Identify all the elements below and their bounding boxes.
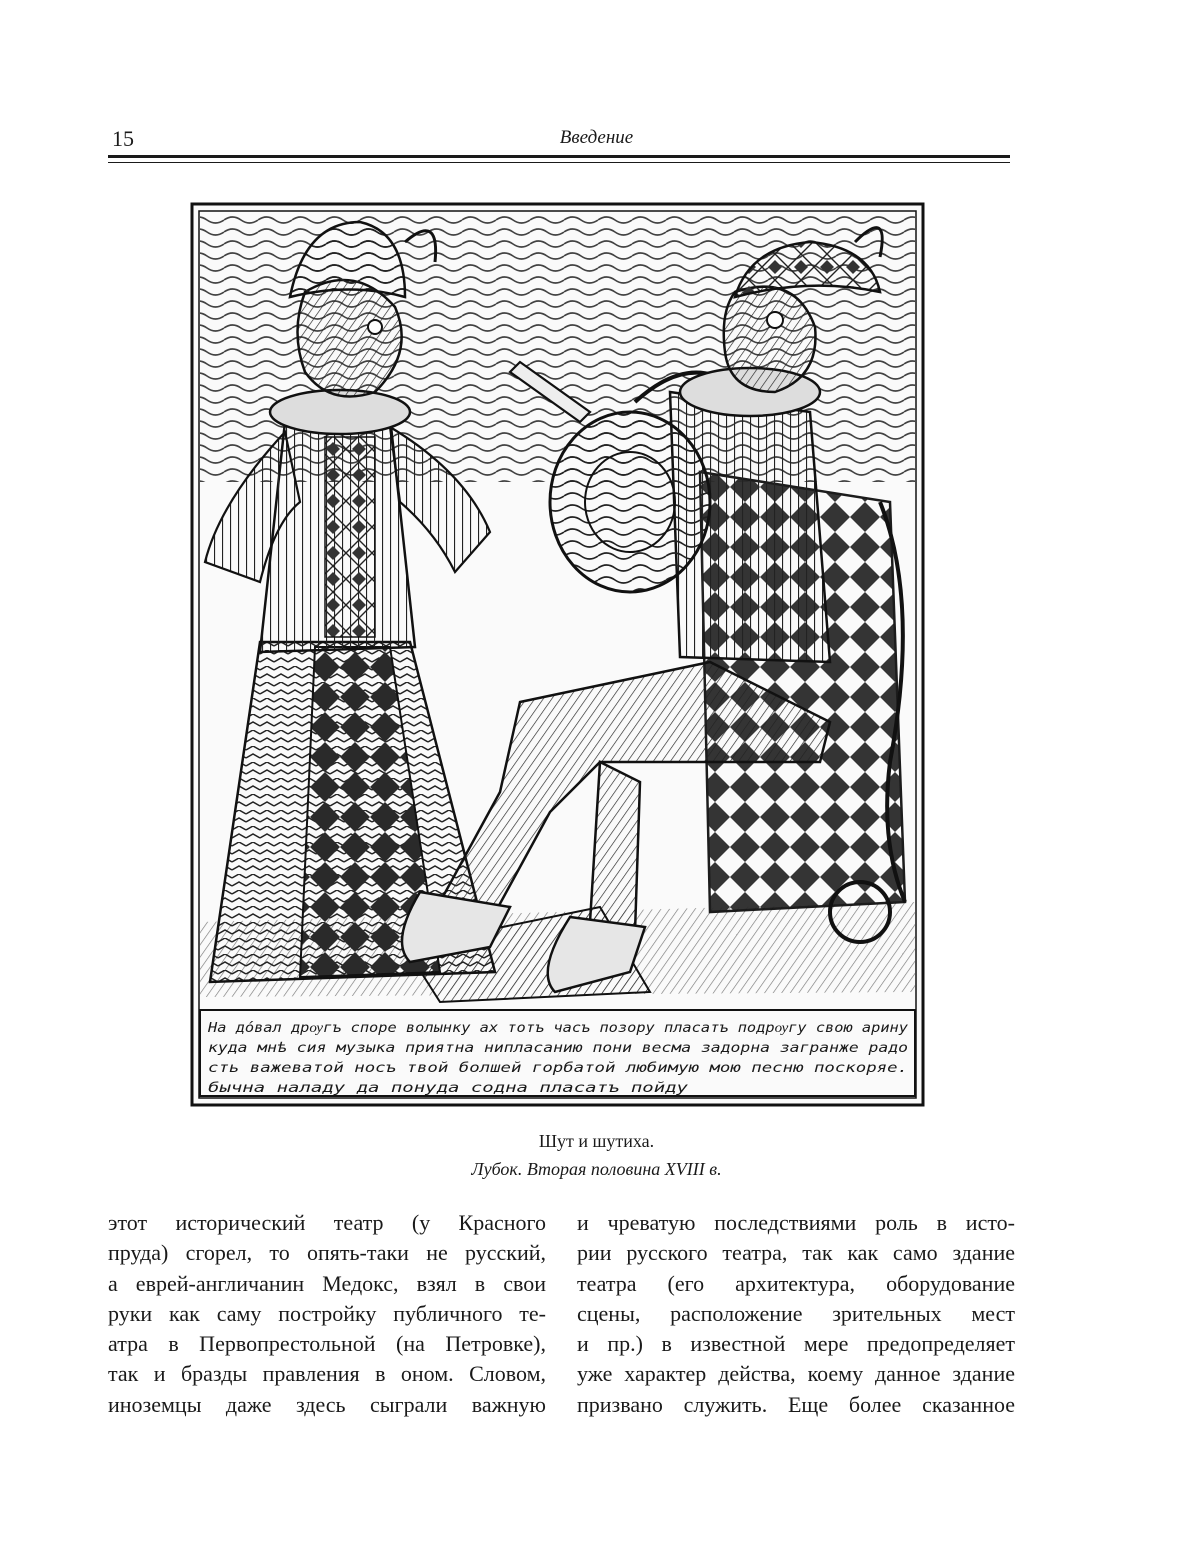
inscription-line: сть важеватой носъ твой болшей горбатой любимую мою песню поскоряе.	[208, 1060, 908, 1076]
body-column-right	[577, 1208, 1015, 1420]
figure-caption-source: Лубок. Вторая половина XVIII в.	[471, 1159, 722, 1179]
inscription-line: На дóвал дрѹгъ споре волынку ах тотъ часъ позору пласатъ подрѹгу свою арину	[206, 1020, 909, 1036]
body-column-left	[108, 1208, 546, 1420]
body-line: а еврей-англичанин Медокс, взял в свои	[108, 1270, 546, 1296]
body-line: театра (его архитектура, оборудование	[577, 1270, 1015, 1296]
inscription-line: бычна наладу да понуда содна пласатъ пойду	[208, 1080, 690, 1096]
body-line: атра в Первопрестольной (на Петровке),	[108, 1331, 546, 1357]
body-line: этот исторический театр (у Красного	[108, 1210, 546, 1235]
body-line: и чреватую последствиями роль в исто-	[577, 1210, 1015, 1235]
body-line: уже характер действа, коему данное здание	[577, 1361, 1015, 1387]
body-line: и пр.) в известной мере предопределяет	[577, 1331, 1015, 1357]
lubok-illustration	[190, 202, 925, 1107]
body-line: сцены, расположение зрительных мест	[577, 1300, 1015, 1326]
body-line: пруда) сгорел, то опять-таки не русский,	[108, 1240, 546, 1266]
body-line: так и бразды правления в оном. Словом,	[108, 1361, 546, 1387]
body-line: призвано служить. Еще более сказанное	[577, 1391, 1015, 1417]
body-line: руки как саму постройку публичного те-	[108, 1300, 546, 1326]
body-line: рии русского театра, так как само здание	[577, 1240, 1015, 1266]
header-rule-thick	[108, 155, 1010, 158]
body-line: иноземцы даже здесь сыграли важную	[108, 1391, 546, 1417]
page-number: 15	[112, 126, 134, 151]
inscription-line: куда мнѣ сия музыка приятна нипласанию пони весма задорна загранже радо	[208, 1040, 908, 1056]
header-rule-thin	[108, 162, 1010, 163]
running-head-title: Введение	[559, 127, 634, 148]
figure-caption-title: Шут и шутиха.	[538, 1131, 655, 1151]
